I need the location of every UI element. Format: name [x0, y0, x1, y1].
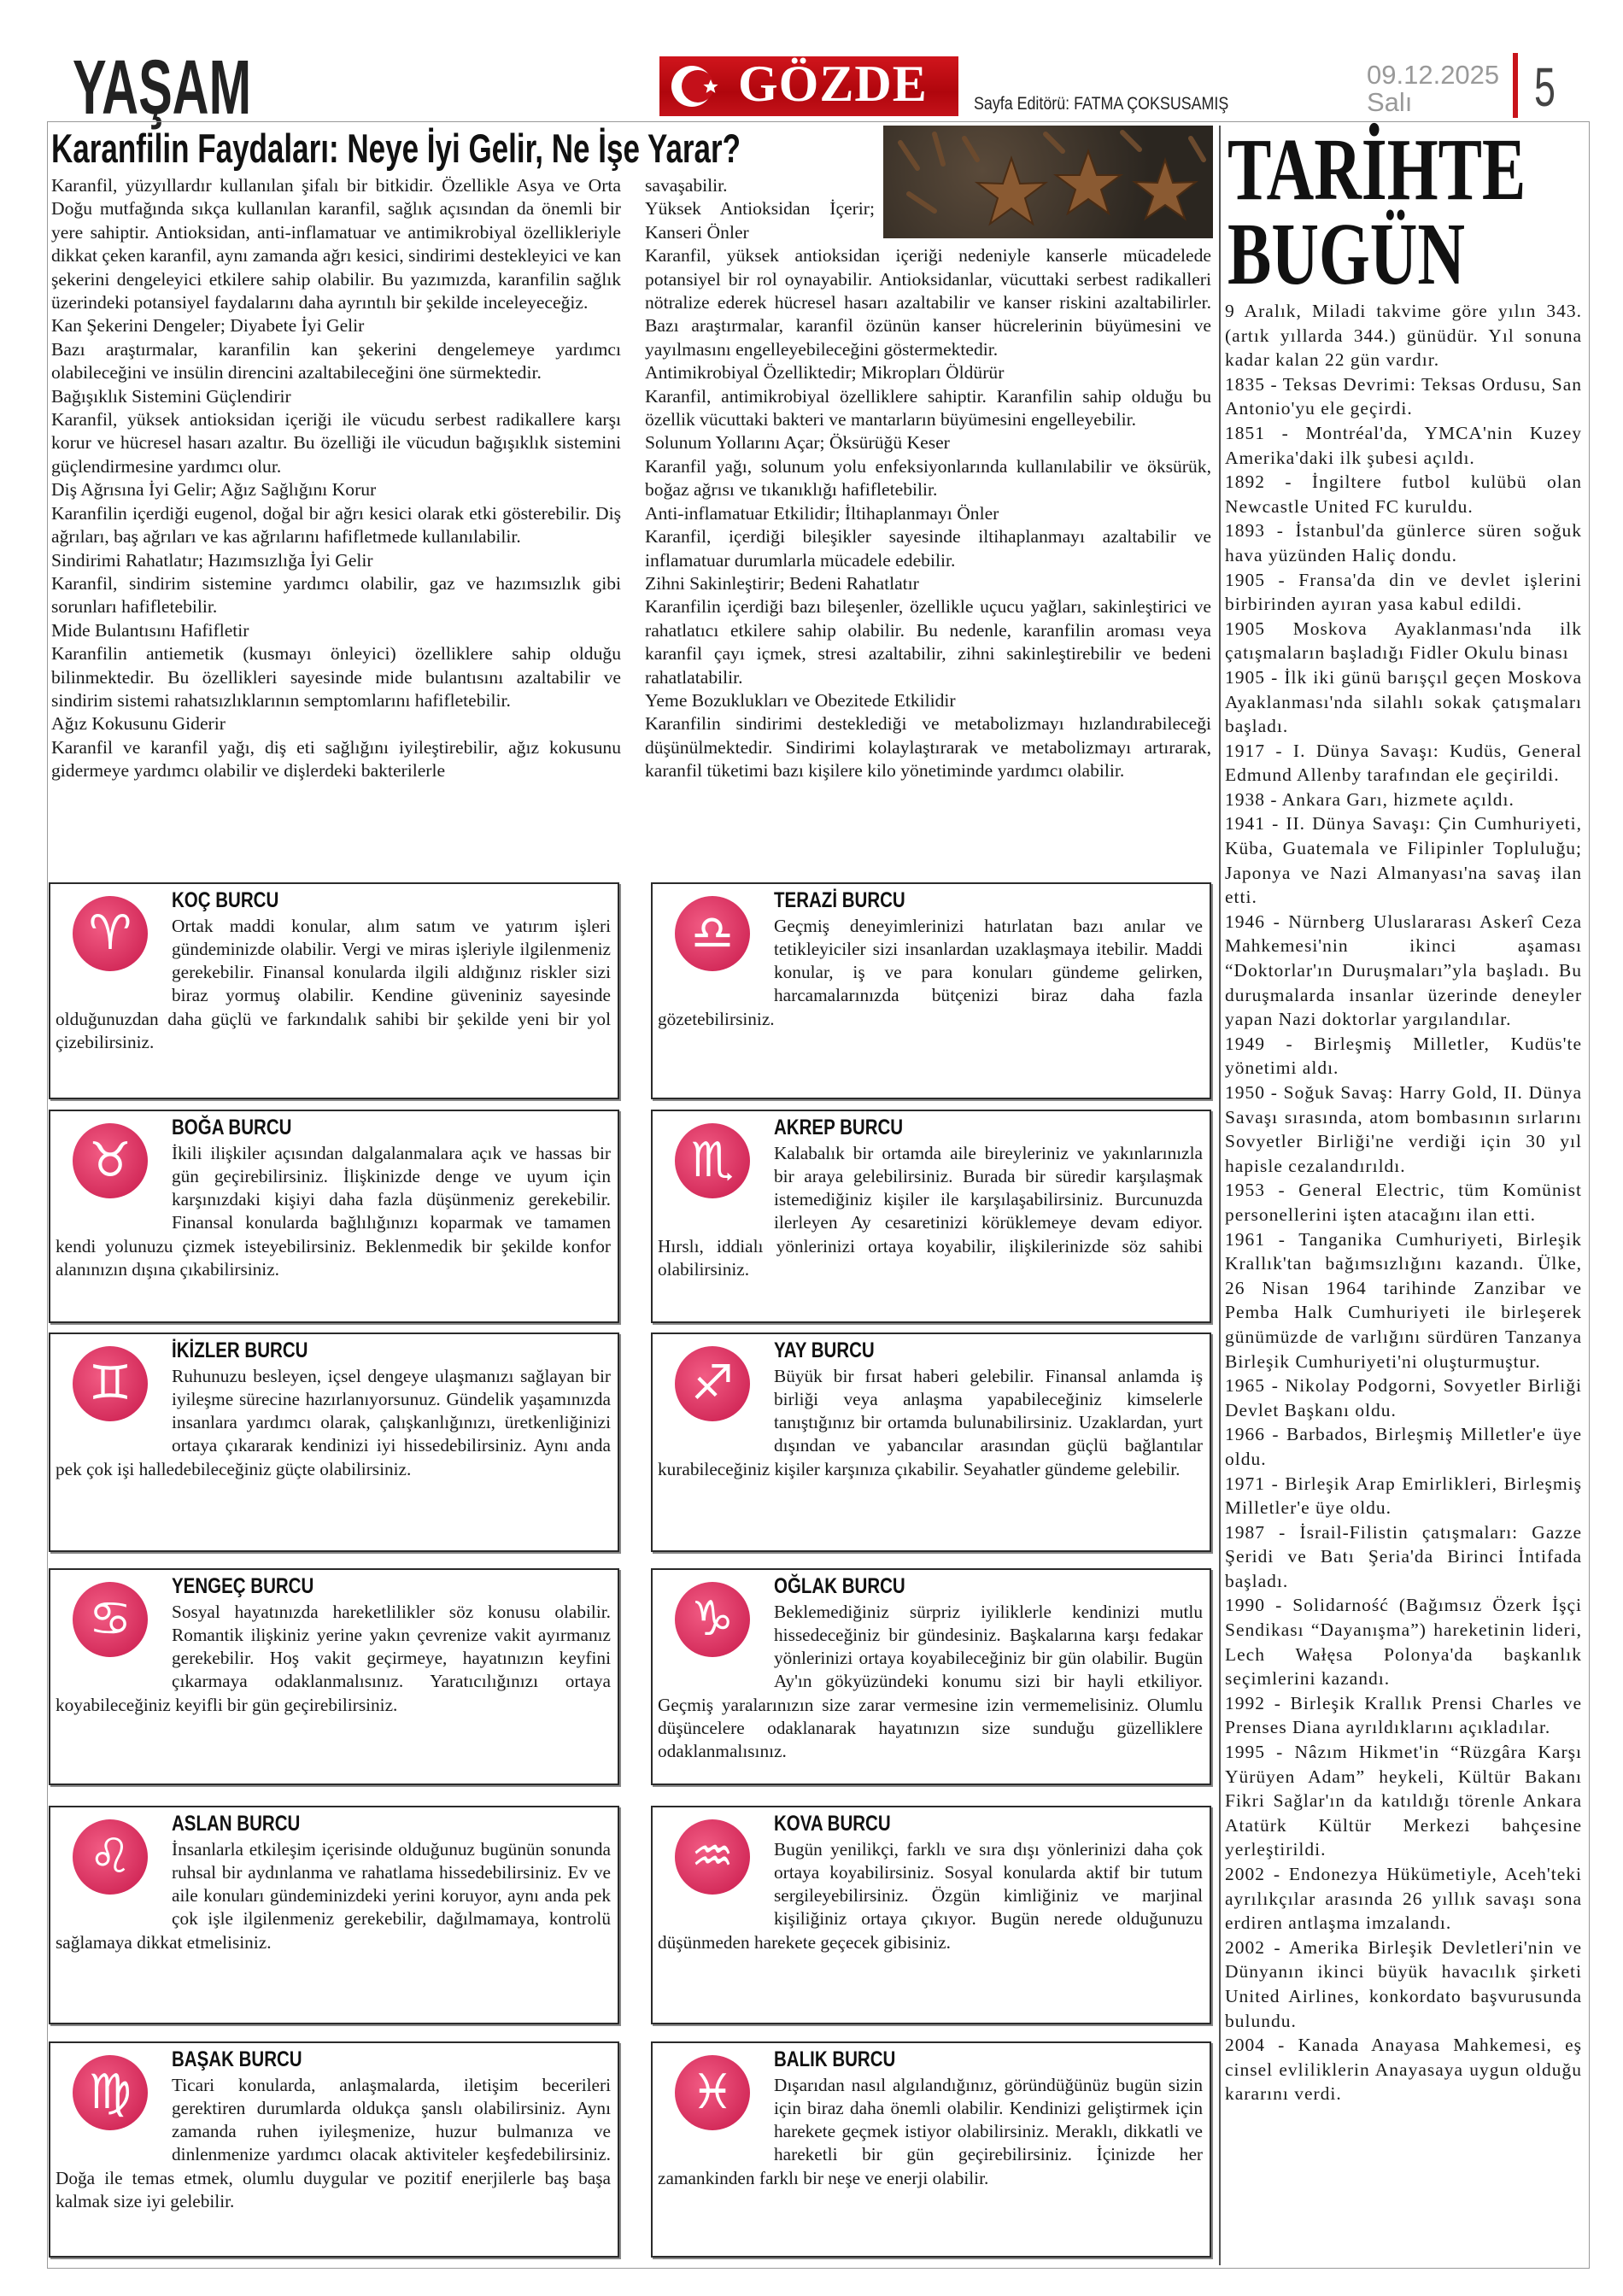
history-entry: 1995 - Nâzım Hikmet'in “Rüzgâra Karşı Yürüyen Adam” heykeli, Kültür Bakanı Fikri Sağlar'ın da katıldığı törenle Ankara Atatürk Kültür Merkezi bahçesine yerleştirildi. — [1225, 1742, 1582, 1860]
history-entry: 1835 - Teksas Devrimi: Teksas Ordusu, San Antonio'yu ele geçirdi. — [1225, 373, 1582, 419]
history-entry: 2004 - Kanada Anayasa Mahkemesi, eş cinsel evliliklerin Anayasaya uygun olduğu kararını verdi. — [1225, 2035, 1582, 2105]
scorpio-scorpion-icon: ♏ — [658, 1115, 770, 1215]
article-paragraph: Karanfil yağı, solunum yolu enfeksiyonlarında kullanılabilir ve öksürük, boğaz ağrısı ve tıkanıklığı hafifletebilir. — [645, 455, 1211, 501]
article-column-middle — [645, 174, 1211, 783]
crescent-star-icon — [666, 62, 735, 111]
horoscope-title: KOÇ BURCU — [172, 888, 279, 912]
horoscope-title: KOVA BURCU — [774, 1812, 891, 1836]
horoscope-card — [49, 1110, 619, 1323]
horoscope-text: Dışarıdan nasıl algılandığınız, göründüğünüz bugün sizin için biraz daha önemli olabilir. Kendinizi geliştirmek için harekete geçmek istiyor olabilirsiniz. Meraklı, dikkatli ve hareketli bir gün geçirebilirsiniz. İçinizde her zamankinden farklı bir neşe ve enerji olabilir. — [658, 2074, 1203, 2188]
article-subheading: Yüksek Antioksidan İçerir; Kanseri Önler — [645, 198, 875, 243]
column-divider — [1219, 126, 1221, 2265]
article-subheading: Diş Ağrısına İyi Gelir; Ağız Sağlığını Korur — [51, 479, 377, 501]
horoscope-text: Büyük bir fırsat haberi gelebilir. Finansal anlamda iş birliği veya anlaşma yapabileceğiniz kimselerle tanıştığınız bir ortamda bulunabilirsiniz. Uzaklardan, yurt dışından ve yabancılar arasından güçlü bağlantılar kurabileceğiniz kişiler karşınıza çıkabilir. Seyahatler gündeme gelebilir. — [658, 1365, 1203, 1479]
history-entry: 1950 - Soğuk Savaş: Harry Gold, II. Dünya Savaşı sırasında, atom bombasının sırlarını Sovyetler Birliği'ne verdiği için 30 yıl hapisle cezalandırıldı. — [1225, 1082, 1582, 1176]
horoscope-title: OĞLAK BURCU — [774, 1574, 905, 1598]
article-subheading: Sindirimi Rahatlatır; Hazımsızlığa İyi Gelir — [51, 549, 373, 571]
history-entry: 1971 - Birleşik Arap Emirlikleri, Birleşmiş Milletler'e üye oldu. — [1225, 1473, 1582, 1519]
horoscope-card — [49, 1806, 619, 2024]
horoscope-card — [49, 1332, 619, 1552]
article-paragraph: Karanfilin antiemetik (kusmayı önleyici) özelliklere sahip olduğu bilinmektedir. Bu özellikleri sayesinde mide bulantısını azaltabilir ve sindirim sistemi rahatsızlıklarının semptomlarını hafifletebilir. — [51, 643, 621, 711]
newspaper-logo — [659, 56, 958, 116]
article-paragraph: Karanfil, içerdiği bileşikler sayesinde iltihaplanmayı azaltabilir ve inflamatuar durumlarla mücadele edebilir. — [645, 526, 1211, 571]
horoscope-card — [651, 1110, 1211, 1323]
horoscope-title: BALIK BURCU — [774, 2047, 896, 2071]
horoscope-text: Ruhunuzu besleyen, içsel dengeye ulaşmanızı sağlayan bir iyileşme sürecine hazırlanıyorsunuz. Gündelik yaşamınızda insanlara yardımcı olarak, çalışkanlığınızı, üretkenliğinizi ortaya çıkararak kendinizi iyi hissedebilirsiniz. Aynı anda pek çok işi halledebileceğiniz güçte olabilirsiniz. — [56, 1365, 611, 1479]
leo-lion-icon: ♌ — [56, 1811, 168, 1912]
horoscope-title: AKREP BURCU — [774, 1116, 904, 1139]
horoscope-title: TERAZİ BURCU — [774, 888, 905, 912]
history-entry: 1966 - Barbados, Birleşmiş Milletler'e üye oldu. — [1225, 1424, 1582, 1469]
article-title: Karanfilin Faydaları: Neye İyi Gelir, Ne İşe Yarar? — [51, 126, 741, 171]
history-title: TARİHTE BUGÜN — [1228, 120, 1526, 303]
issue-date: 09.12.2025 — [1367, 60, 1500, 90]
article-subheading: Anti-inflamatuar Etkilidir; İltihaplanmayı Önler — [645, 502, 999, 524]
horoscope-card — [49, 1568, 619, 1785]
horoscope-card — [651, 2041, 1211, 2258]
history-entry: 1905 - İlk iki günü barışçıl geçen Moskova Ayaklanması'nda silahlı sokak çatışmaları başladı. — [1225, 666, 1582, 737]
history-entry: 1987 - İsrail-Filistin çatışmaları: Gazze Şeridi ve Batı Şeria'da Birinci İntifada başladı. — [1225, 1521, 1582, 1591]
history-entry: 1893 - İstanbul'da günlerce süren soğuk hava yüzünden Haliç dondu. — [1225, 520, 1582, 565]
horoscope-text: Kalabalık bir ortamda aile bireyleriniz ve yakınlarınızla bir araya gelebilirsiniz. Burada bir süredir karşılaşmak istemediğiniz kişiler ile karşılaşabilirsiniz. Burcunuzda ilerleyen Ay cesaretinizi körüklemeye devam ediyor. Hırslı, iddialı yönlerinizi ortaya koyabilir, ilişkilerinizde söz sahibi olabilirsiniz. — [658, 1142, 1203, 1280]
horoscope-title: YENGEÇ BURCU — [172, 1574, 314, 1598]
article-subheading: Kan Şekerini Dengeler; Diyabete İyi Gelir — [51, 315, 365, 337]
horoscope-text: İnsanlarla etkileşim içerisinde olduğunuz bugünün sonunda ruhsal bir aydınlanma ve rahatlama hissedebilirsiniz. Ev ve aile konuları gündeminizdeki yerini koruyor, aynı anda pek çok işle ilgilenmeniz gerekebilir, dağılmamaya, kontrolü sağlamaya dikkat etmelisiniz. — [56, 1838, 611, 1953]
article-subheading: Mide Bulantısını Hafifletir — [51, 619, 249, 641]
horoscope-card — [651, 1332, 1211, 1552]
history-entry: 1917 - I. Dünya Savaşı: Kudüs, General Edmund Allenby tarafından ele geçirildi. — [1225, 740, 1582, 786]
taurus-bull-icon: ♉ — [56, 1115, 168, 1215]
aries-ram-icon: ♈ — [56, 887, 168, 988]
horoscope-text: Beklemediğiniz sürpriz iyiliklerle kendinizi mutlu hissedeceğiniz bir gündesiniz. Başkalarına karşı fedakar yönlerinizi ortaya koyabileceğiniz bir gün olabilir. Bugün Ay'ın gökyüzündeki konumu sizi bir hayli etkiliyor. Geçmiş yaralarınızın size zarar vermesine izin vermemelisiniz. Olumlu düşüncelere odaklanarak hayatınızın size sunduğu güzelliklere odaklanmalısınız. — [658, 1601, 1203, 1762]
history-entry: 1905 - Fransa'da din ve devlet işlerini birbirinden ayıran yasa kabul edildi. — [1225, 569, 1582, 615]
article-column-left — [51, 174, 621, 783]
article-subheading: Zihni Sakinleştirir; Bedeni Rahatlatır — [645, 572, 919, 594]
horoscope-card — [49, 2041, 619, 2258]
section-title: YAŞAM — [73, 45, 252, 131]
horoscope-text: Geçmiş deneyimlerinizi hatırlatan bazı anılar ve tetikleyiciler sizi insanlardan uzaklaşmaya itebilir. Maddi konular, iş ve para konuları gündeme gelirken, harcamalarınızda bütçenizi biraz daha fazla gözetebilirsiniz. — [658, 915, 1203, 1029]
horoscope-title: BOĞA BURCU — [172, 1116, 292, 1139]
horoscope-title: İKİZLER BURCU — [172, 1338, 308, 1362]
history-entry: 1892 - İngiltere futbol kulübü olan Newcastle United FC kuruldu. — [1225, 472, 1582, 517]
history-entry: 1941 - II. Dünya Savaşı: Çin Cumhuriyeti, Küba, Guatemala ve Filipinler Topluluğu; Japonya ve Nazi Almanyası'na savaş ilan etti. — [1225, 813, 1582, 908]
article-paragraph: Karanfil, yüksek antioksidan içeriği nedeniyle kanserle mücadelede potansiyel bir rol oynayabilir. Antioksidanlar, vücuttaki serbest radikalleri nötralize ederek hücresel hasarı azaltabilir ve kanser riskini azaltabilirler. Bazı araştırmalar, karanfil özünün kanser hücrelerinin büyümesini ve yayılmasını engelleyebileceğini göstermektedir. — [645, 245, 1211, 360]
horoscope-card — [49, 882, 619, 1099]
horoscope-text: İkili ilişkiler açısından dalgalanmalara açık ve hassas bir gün geçirebilirsiniz. İlişkinizde denge ve uyum için karşınızdaki kişiyi daha fazla düşünmeniz gerekebilir. Finansal konularda bağlılığınızı koparmak ve tamamen kendi yolunuzu çizmek isteyebilirsiniz. Beklenmedik bir şekilde konfor alanınızın dışına çıkabilirsiniz. — [56, 1142, 611, 1280]
article-paragraph: Karanfil, antimikrobiyal özelliklere sahiptir. Karanfilin sahip olduğu bu özellik vücuttaki bakteri ve mantarların büyümesini engelleyebilir. — [645, 385, 1211, 430]
horoscope-text: Sosyal hayatınızda hareketlilikler söz konusu olabilir. Romantik ilişkiniz yerine yakın çevrenize vakit ayırmanız gerekebilir. Hoş vakit geçirmeye, hayatınızın keyfini çıkarmaya odaklanmalısınız. Yaratıcılığınızı ortaya koyabileceğiniz keyifli bir gün geçirebilirsiniz. — [56, 1601, 611, 1715]
history-entry: 2002 - Amerika Birleşik Devletleri'nin ve Dünyanın ikinci büyük havacılık şirketi United Airlines, konkordato başvurusunda bulundu. — [1225, 1936, 1582, 2031]
aquarius-water-bearer-icon: ♒ — [658, 1811, 770, 1912]
divider — [1513, 53, 1518, 118]
horoscope-card — [651, 1806, 1211, 2024]
history-entry: 9 Aralık, Miladi takvime göre yılın 343. (artık yıllarda 344.) günüdür. Yıl sonuna kadar kalan 22 gün vardır. — [1225, 301, 1582, 371]
article-subheading: Ağız Kokusunu Giderir — [51, 713, 226, 735]
history-entry: 1961 - Tanganika Cumhuriyeti, Birleşik Krallık'tan bağımsızlığını kazandı. Ülke, 26 Nisan 1964 tarihinde Zanzibar ve Pemba Halk Cumhuriyeti ile birleşerek günümüzde de varlığını sürdüren Tanzanya Birleşik Cumhuriyeti'ni oluşturmuştur. — [1225, 1228, 1582, 1372]
horoscope-title: YAY BURCU — [774, 1338, 875, 1362]
horoscope-title: BAŞAK BURCU — [172, 2047, 302, 2071]
horoscope-card — [651, 1568, 1211, 1785]
article-paragraph: Karanfilin içerdiği eugenol, doğal bir ağrı kesici olarak etki gösterebilir. Diş ağrıları, baş ağrıları ve kas ağrılarını hafifletmede kullanılabilir. — [51, 502, 621, 548]
article-paragraph: Karanfil, yüksek antioksidan içeriği ile vücudu serbest radikallere karşı korur ve hücresel hasarı azaltır. Bu özelliği ile vücudun bağışıklık sistemini güçlendirmesine yardımcı olur. — [51, 409, 621, 477]
history-entry: 1851 - Montréal'da, YMCA'nin Kuzey Amerika'daki ilk şubesi açıldı. — [1225, 422, 1582, 468]
virgo-maiden-icon: ♍ — [56, 2047, 168, 2147]
cancer-crab-icon: ♋ — [56, 1573, 168, 1674]
history-entry: 1946 - Nürnberg Uluslararası Askerî Ceza Mahkemesi'nin ikinci aşaması “Doktorlar'ın Duruşmaları”yla başladı. Bu duruşmalarda insanlar üzerinde deneyler yapan Nazi doktorlar yargılandılar. — [1225, 911, 1582, 1030]
history-entry: 1990 - Solidarność (Bağımsız Özerk İşçi Sendikası “Dayanışma”) hareketinin lideri, Lech Wałęsa Polonya'da başkanlık seçimlerini kazandı. — [1225, 1595, 1582, 1690]
gemini-twins-icon: ♊ — [56, 1338, 168, 1438]
horoscope-title: ASLAN BURCU — [172, 1812, 301, 1836]
page-editor: Sayfa Editörü: FATMA ÇOKSUSAMIŞ — [974, 94, 1229, 114]
history-entry: 1938 - Ankara Garı, hizmete açıldı. — [1225, 788, 1515, 810]
history-entry: 2002 - Endonezya Hükümetiyle, Aceh'teki ayrılıkçılar arasında 26 yıllık savaşı sona erdiren antlaşma imzalandı. — [1225, 1864, 1582, 1934]
history-entry: 1949 - Birleşmiş Milletler, Kudüs'te yönetimi aldı. — [1225, 1033, 1582, 1079]
article-paragraph: Bazı araştırmalar, karanfilin kan şekerini dengelemeye yardımcı olabileceğini ve insülin direncini azaltabileceğini öne sürmektedir. — [51, 338, 621, 384]
history-entry: 1965 - Nikolay Podgorni, Sovyetler Birliği Devlet Başkanı oldu. — [1225, 1375, 1582, 1420]
horoscope-text: Bugün yenilikçi, farklı ve sıra dışı yönlerinizi daha çok ortaya koyabilirsiniz. Sosyal konularda aktif bir tutum sergileyebilirsiniz. Özgün kimliğiniz ve marjinal kişiliğiniz ortaya çıkıyor. Bugün nerede olduğunuzu düşünmeden harekete geçecek gibisiniz. — [658, 1838, 1203, 1953]
history-entry: 1905 Moskova Ayaklanması'nda ilk çatışmaların başladığı Fidler Okulu binası — [1225, 618, 1582, 664]
article-subheading: Antimikrobiyal Özelliktedir; Mikropları Öldürür — [645, 362, 1005, 384]
cloves-star-anise-photo — [883, 126, 1213, 238]
article-paragraph: Karanfil, sindirim sistemine yardımcı olabilir, gaz ve hazımsızlık gibi sorunları hafifletebilir. — [51, 572, 621, 618]
history-entry: 1992 - Birleşik Krallık Prensi Charles ve Prenses Diana ayrıldıklarını açıkladılar. — [1225, 1692, 1582, 1738]
pisces-fish-icon: ♓ — [658, 2047, 770, 2147]
article-subheading: Solunum Yollarını Açar; Öksürüğü Keser — [645, 432, 950, 454]
article-subheading: Yeme Bozuklukları ve Obezitede Etkilidir — [645, 689, 956, 711]
article-paragraph: Karanfil ve karanfil yağı, diş eti sağlığını iyileştirebilir, ağız kokusunu gidermeye yardımcı olabilir ve dişlerdeki bakterilerle — [51, 736, 621, 782]
issue-day: Salı — [1367, 87, 1413, 117]
page-number: 5 — [1534, 56, 1556, 118]
article-subheading: Bağışıklık Sistemini Güçlendirir — [51, 385, 291, 407]
article-paragraph: Karanfil, yüzyıllardır kullanılan şifalı bir bitkidir. Özellikle Asya ve Orta Doğu mutfağında sıkça kullanılan karanfil, sağlık açısından da önemli bir yere sahiptir. Antioksidan, anti-inflamatuar ve antimikrobiyal özellikleriyle dikkat çeken karanfil, aynı zamanda ağrı kesici, sindirimi destekleyici ve kan şekerini dengeleyici etkilere sahip olabilir. Bu yazımızda, karanfilin sağlık üzerindeki potansiyel faydalarını daha ayrıntılı bir şekilde inceleyeceğiz. — [51, 175, 621, 313]
horoscope-card — [651, 882, 1211, 1099]
history-entry: 1953 - General Electric, tüm Komünist personellerini işten atacağını ilan etti. — [1225, 1180, 1582, 1225]
logo-wordmark: GÖZDE — [738, 56, 928, 112]
libra-scales-icon: ♎ — [658, 887, 770, 988]
horoscope-text: Ortak maddi konular, alım satım ve yatırım işleri gündeminizde olabilir. Vergi ve miras işleriyle ilgilenmeniz gerekebilir. Finansal konularda ilgili aldığınız riskler sizi biraz yormuş olabilir. Kendine güveniniz sayesinde olduğunuzdan daha güçlü ve farkındalık sahibi bir şekilde yeni bir yol çizebilirsiniz. — [56, 915, 611, 1052]
sagittarius-archer-icon: ♐ — [658, 1338, 770, 1438]
horoscope-text: Ticari konularda, anlaşmalarda, iletişim becerileri gerektiren durumlarda oldukça şanslı olabilirsiniz. Aynı zamanda ruhen iyileşmenize, huzur bulmanıza ve dinlenmenize yardımcı olacak aktiviteler keşfedebilirsiniz. Doğa ile temas etmek, olumlu duygular ve pozitif enerjilerle baş başa kalmak size iyi gelebilir. — [56, 2074, 611, 2211]
article-paragraph: savaşabilir. — [645, 175, 728, 196]
article-paragraph: Karanfilin içerdiği bazı bileşenler, özellikle uçucu yağları, sakinleştirici ve rahatlatıcı etkilere sahip olabilir. Bu nedenle, karanfilin aroması veya karanfil çayı içmek, stresi azaltabilir, zihni sakinleştirebilir ve bedeni rahatlatabilir. — [645, 596, 1211, 688]
history-list — [1225, 299, 1582, 2106]
article-paragraph: Karanfilin sindirimi desteklediği ve metabolizmayı hızlandırabileceği düşünülmektedir. Sindirimi kolaylaştırarak ve metabolizmayı artırarak, karanfil tüketimi bazı kişilere kilo yönetiminde yardımcı olabilir. — [645, 713, 1211, 782]
capricorn-goat-icon: ♑ — [658, 1573, 770, 1674]
